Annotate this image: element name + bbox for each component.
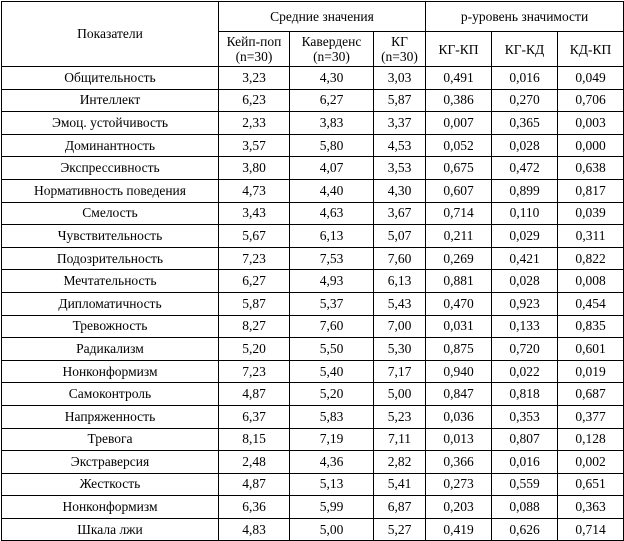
p-kg-kp-cell: 0,847	[426, 383, 492, 406]
kpop-mean-cell: 4,73	[219, 179, 290, 202]
p-kd-kp-cell: 0,039	[558, 202, 624, 225]
kpop-mean-cell: 2,33	[219, 112, 290, 135]
kg-header-name: КГ	[391, 34, 408, 49]
p-kg-kd-cell: 0,016	[492, 451, 558, 474]
kg-mean-cell: 3,37	[374, 112, 426, 135]
kpop-mean-cell: 3,80	[219, 157, 290, 180]
kg-mean-cell: 7,11	[374, 428, 426, 451]
kg-kd-header: КГ-КД	[492, 32, 558, 67]
p-kg-kd-cell: 0,720	[492, 338, 558, 361]
p-kd-kp-cell: 0,687	[558, 383, 624, 406]
p-kd-kp-cell: 0,003	[558, 112, 624, 135]
kaver-mean-cell: 4,93	[290, 270, 374, 293]
p-kd-kp-cell: 0,002	[558, 451, 624, 474]
kaver-mean-cell: 4,30	[290, 67, 374, 90]
kaver-mean-cell: 5,80	[290, 134, 374, 157]
indicator-cell: Напряженность	[2, 405, 219, 428]
kg-header	[374, 32, 426, 67]
table-row	[2, 451, 624, 474]
p-kg-kd-cell: 0,029	[492, 225, 558, 248]
kg-mean-cell: 4,53	[374, 134, 426, 157]
p-kg-kp-cell: 0,607	[426, 179, 492, 202]
kaver-mean-cell: 5,50	[290, 338, 374, 361]
p-kg-kp-cell: 0,036	[426, 405, 492, 428]
kaver-header	[290, 32, 374, 67]
kaver-mean-cell: 6,13	[290, 225, 374, 248]
kaver-mean-cell: 4,40	[290, 179, 374, 202]
table-row	[2, 112, 624, 135]
p-kg-kd-cell: 0,016	[492, 67, 558, 90]
p-kg-kp-cell: 0,881	[426, 270, 492, 293]
kg-mean-cell: 5,41	[374, 473, 426, 496]
indicators-header: Показатели	[2, 2, 219, 67]
p-kg-kd-cell: 0,472	[492, 157, 558, 180]
p-kg-kd-cell: 0,626	[492, 518, 558, 541]
kaver-mean-cell: 5,83	[290, 405, 374, 428]
p-kg-kd-cell: 0,421	[492, 247, 558, 270]
indicator-cell: Нормативность поведения	[2, 179, 219, 202]
indicator-cell: Смелость	[2, 202, 219, 225]
table-row	[2, 405, 624, 428]
kaver-mean-cell: 5,37	[290, 292, 374, 315]
p-kd-kp-cell: 0,363	[558, 496, 624, 519]
p-kg-kp-cell: 0,875	[426, 338, 492, 361]
kaver-header-name: Каверденс	[301, 34, 362, 49]
kaver-mean-cell: 5,00	[290, 518, 374, 541]
kg-mean-cell: 5,87	[374, 89, 426, 112]
indicator-cell: Нонконформизм	[2, 360, 219, 383]
p-kg-kd-cell: 0,088	[492, 496, 558, 519]
kg-mean-cell: 3,53	[374, 157, 426, 180]
kg-mean-cell: 5,23	[374, 405, 426, 428]
kaver-mean-cell: 6,27	[290, 89, 374, 112]
p-kd-kp-cell: 0,049	[558, 67, 624, 90]
kpop-mean-cell: 6,36	[219, 496, 290, 519]
kaver-mean-cell: 7,19	[290, 428, 374, 451]
kd-kp-header: КД-КП	[558, 32, 624, 67]
p-kd-kp-cell: 0,651	[558, 473, 624, 496]
p-kd-kp-cell: 0,706	[558, 89, 624, 112]
kg-mean-cell: 5,00	[374, 383, 426, 406]
table-row	[2, 202, 624, 225]
pvalue-header: p-уровень значимости	[426, 2, 624, 32]
table-row	[2, 428, 624, 451]
kpop-header-n: (n=30)	[235, 49, 273, 64]
kg-mean-cell: 6,87	[374, 496, 426, 519]
indicator-cell: Дипломатичность	[2, 292, 219, 315]
kpop-header	[219, 32, 290, 67]
p-kg-kd-cell: 0,807	[492, 428, 558, 451]
table-row	[2, 67, 624, 90]
kpop-mean-cell: 6,23	[219, 89, 290, 112]
p-kd-kp-cell: 0,377	[558, 405, 624, 428]
kpop-mean-cell: 8,27	[219, 315, 290, 338]
kg-mean-cell: 6,13	[374, 270, 426, 293]
indicator-cell: Радикализм	[2, 338, 219, 361]
kaver-mean-cell: 5,99	[290, 496, 374, 519]
indicator-cell: Самоконтроль	[2, 383, 219, 406]
p-kd-kp-cell: 0,008	[558, 270, 624, 293]
p-kg-kd-cell: 0,133	[492, 315, 558, 338]
kaver-mean-cell: 5,20	[290, 383, 374, 406]
indicator-cell: Тревожность	[2, 315, 219, 338]
p-kd-kp-cell: 0,128	[558, 428, 624, 451]
kpop-mean-cell: 6,37	[219, 405, 290, 428]
p-kg-kp-cell: 0,052	[426, 134, 492, 157]
p-kg-kp-cell: 0,211	[426, 225, 492, 248]
kaver-mean-cell: 5,13	[290, 473, 374, 496]
p-kg-kp-cell: 0,675	[426, 157, 492, 180]
kg-mean-cell: 2,82	[374, 451, 426, 474]
indicator-cell: Нонконформизм	[2, 496, 219, 519]
indicator-cell: Интеллект	[2, 89, 219, 112]
kg-mean-cell: 4,30	[374, 179, 426, 202]
table-row	[2, 134, 624, 157]
p-kd-kp-cell: 0,835	[558, 315, 624, 338]
p-kg-kp-cell: 0,031	[426, 315, 492, 338]
p-kg-kp-cell: 0,940	[426, 360, 492, 383]
p-kg-kp-cell: 0,203	[426, 496, 492, 519]
p-kg-kp-cell: 0,386	[426, 89, 492, 112]
kg-mean-cell: 5,30	[374, 338, 426, 361]
kg-mean-cell: 7,17	[374, 360, 426, 383]
results-table	[1, 1, 624, 541]
kpop-mean-cell: 4,83	[219, 518, 290, 541]
p-kg-kp-cell: 0,273	[426, 473, 492, 496]
p-kg-kp-cell: 0,013	[426, 428, 492, 451]
kaver-header-n: (n=30)	[313, 49, 350, 64]
p-kd-kp-cell: 0,019	[558, 360, 624, 383]
kpop-mean-cell: 7,23	[219, 360, 290, 383]
indicator-cell: Экспрессивность	[2, 157, 219, 180]
kaver-mean-cell: 4,63	[290, 202, 374, 225]
kpop-mean-cell: 4,87	[219, 383, 290, 406]
kg-mean-cell: 3,67	[374, 202, 426, 225]
table-row	[2, 179, 624, 202]
table-row	[2, 247, 624, 270]
kpop-mean-cell: 3,23	[219, 67, 290, 90]
table-row	[2, 315, 624, 338]
kaver-mean-cell: 7,53	[290, 247, 374, 270]
p-kd-kp-cell: 0,454	[558, 292, 624, 315]
indicator-cell: Доминантность	[2, 134, 219, 157]
table-row	[2, 360, 624, 383]
table-row	[2, 89, 624, 112]
p-kd-kp-cell: 0,311	[558, 225, 624, 248]
table-row	[2, 157, 624, 180]
kpop-mean-cell: 6,27	[219, 270, 290, 293]
table-row	[2, 338, 624, 361]
kg-mean-cell: 3,03	[374, 67, 426, 90]
p-kg-kp-cell: 0,491	[426, 67, 492, 90]
table-body	[2, 67, 624, 541]
p-kg-kd-cell: 0,899	[492, 179, 558, 202]
kpop-mean-cell: 8,15	[219, 428, 290, 451]
table-row	[2, 473, 624, 496]
kpop-mean-cell: 7,23	[219, 247, 290, 270]
indicator-cell: Чувствительность	[2, 225, 219, 248]
kg-mean-cell: 5,43	[374, 292, 426, 315]
indicator-cell: Подозрительность	[2, 247, 219, 270]
p-kg-kp-cell: 0,007	[426, 112, 492, 135]
table-row	[2, 496, 624, 519]
kaver-mean-cell: 4,36	[290, 451, 374, 474]
p-kg-kp-cell: 0,419	[426, 518, 492, 541]
indicator-cell: Мечтательность	[2, 270, 219, 293]
kpop-mean-cell: 5,20	[219, 338, 290, 361]
table-row	[2, 225, 624, 248]
p-kd-kp-cell: 0,822	[558, 247, 624, 270]
kaver-mean-cell: 3,83	[290, 112, 374, 135]
p-kg-kd-cell: 0,270	[492, 89, 558, 112]
indicator-cell: Шкала лжи	[2, 518, 219, 541]
kpop-header-name: Кейп-поп	[226, 34, 282, 49]
kaver-mean-cell: 7,60	[290, 315, 374, 338]
p-kg-kd-cell: 0,365	[492, 112, 558, 135]
kaver-mean-cell: 4,07	[290, 157, 374, 180]
kg-mean-cell: 7,00	[374, 315, 426, 338]
p-kg-kd-cell: 0,028	[492, 270, 558, 293]
table-row	[2, 292, 624, 315]
kg-mean-cell: 7,60	[374, 247, 426, 270]
indicator-cell: Общительность	[2, 67, 219, 90]
p-kd-kp-cell: 0,817	[558, 179, 624, 202]
table-row	[2, 383, 624, 406]
p-kd-kp-cell: 0,714	[558, 518, 624, 541]
kpop-mean-cell: 5,87	[219, 292, 290, 315]
kg-mean-cell: 5,07	[374, 225, 426, 248]
header-row-1	[2, 2, 624, 32]
indicator-cell: Эмоц. устойчивость	[2, 112, 219, 135]
p-kg-kp-cell: 0,714	[426, 202, 492, 225]
kpop-mean-cell: 4,87	[219, 473, 290, 496]
p-kd-kp-cell: 0,638	[558, 157, 624, 180]
p-kd-kp-cell: 0,601	[558, 338, 624, 361]
indicator-cell: Тревога	[2, 428, 219, 451]
p-kd-kp-cell: 0,000	[558, 134, 624, 157]
means-header: Средние значения	[219, 2, 426, 32]
kg-mean-cell: 5,27	[374, 518, 426, 541]
kpop-mean-cell: 3,57	[219, 134, 290, 157]
p-kg-kp-cell: 0,366	[426, 451, 492, 474]
p-kg-kd-cell: 0,818	[492, 383, 558, 406]
p-kg-kd-cell: 0,559	[492, 473, 558, 496]
p-kg-kp-cell: 0,470	[426, 292, 492, 315]
kpop-mean-cell: 3,43	[219, 202, 290, 225]
indicator-cell: Жесткость	[2, 473, 219, 496]
table-row	[2, 270, 624, 293]
table-row	[2, 518, 624, 541]
p-kg-kd-cell: 0,110	[492, 202, 558, 225]
kaver-mean-cell: 5,40	[290, 360, 374, 383]
indicator-cell: Экстраверсия	[2, 451, 219, 474]
kpop-mean-cell: 5,67	[219, 225, 290, 248]
kg-header-n: (n=30)	[381, 49, 418, 64]
p-kg-kd-cell: 0,923	[492, 292, 558, 315]
p-kg-kp-cell: 0,269	[426, 247, 492, 270]
kpop-mean-cell: 2,48	[219, 451, 290, 474]
kg-kp-header: КГ-КП	[426, 32, 492, 67]
p-kg-kd-cell: 0,353	[492, 405, 558, 428]
p-kg-kd-cell: 0,022	[492, 360, 558, 383]
p-kg-kd-cell: 0,028	[492, 134, 558, 157]
